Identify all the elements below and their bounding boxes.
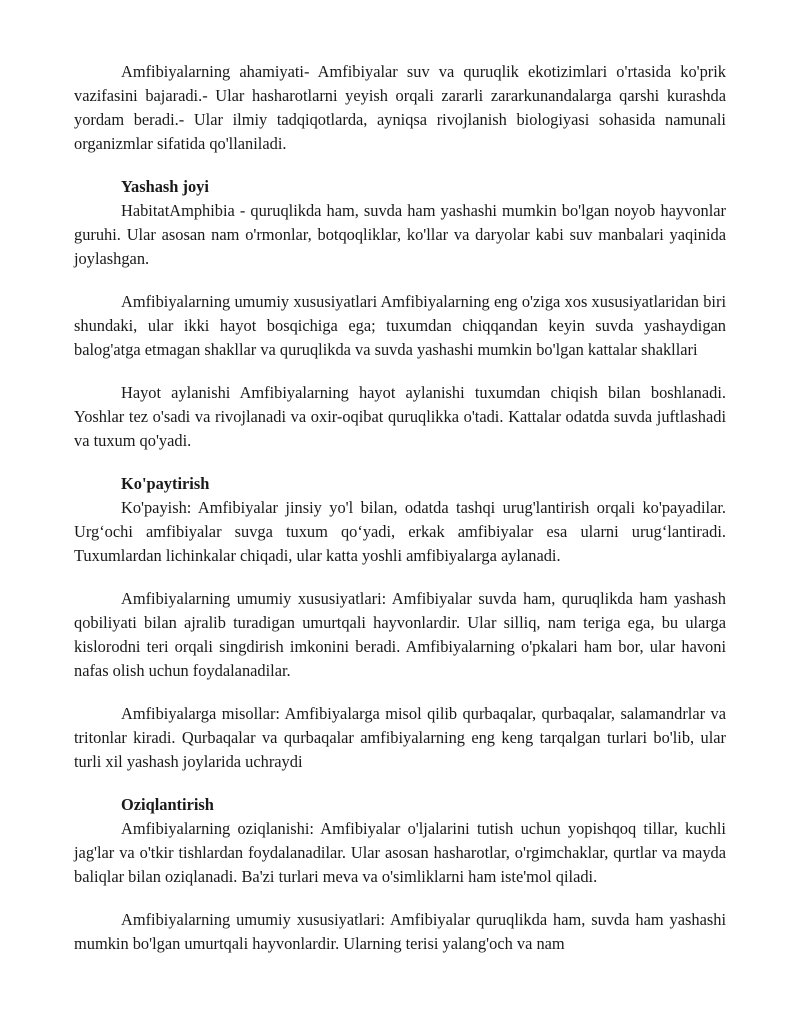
paragraph-general-features-2: Amfibiyalarning umumiy xususiyatlari: Amfibiyalar suvda ham, quruqlikda ham yashash qobiliyati bilan ajralib turadigan umurtqali hayvonlardir. Ular silliq, nam teriga ega, bu ularga kislorodni teri orqali singdirish imkonini beradi. Amfibiyalarning o'pkalari ham bor, ular havoni nafas olish uchun foydalanadilar.	[74, 589, 726, 680]
heading-nutrition: Oziqlantirish	[121, 795, 214, 814]
heading-reproduction: Ko'paytirish	[121, 474, 210, 493]
paragraph-nutrition: Amfibiyalarning oziqlanishi: Amfibiyalar o'ljalarini tutish uchun yopishqoq tillar, kuchli jag'lar va o'tkir tishlardan foydalanadilar. Ular asosan hasharotlar, o'rgimchaklar, qurtlar va mayda baliqlar bilan oziqlanadi. Ba'zi turlari meva va o'simliklarni ham iste'mol qiladi.	[74, 819, 726, 886]
paragraph-general-features-3: Amfibiyalarning umumiy xususiyatlari: Amfibiyalar quruqlikda ham, suvda ham yashashi mumkin bo'lgan umurtqali hayvonlardir. Ularning terisi yalang'och va nam	[74, 910, 726, 953]
paragraph-life-cycle: Hayot aylanishi Amfibiyalarning hayot aylanishi tuxumdan chiqish bilan boshlanadi. Yoshlar tez o'sadi va rivojlanadi va oxir-oqibat quruqlikka o'tadi. Kattalar odatda suvda juftlashadi va tuxum qo'yadi.	[74, 383, 726, 450]
paragraph-habitat: HabitatAmphibia - quruqlikda ham, suvda ham yashashi mumkin bo'lgan noyob hayvonlar guruhi. Ular asosan nam o'rmonlar, botqoqliklar, ko'llar va daryolar kabi suv manbalari yaqinida joylashgan.	[74, 201, 726, 268]
paragraph-reproduction: Ko'payish: Amfibiyalar jinsiy yo'l bilan, odatda tashqi urug'lantirish orqali ko'payadilar. Urg‘ochi amfibiyalar suvga tuxum qo‘yadi, erkak amfibiyalar esa ularni urug‘lantiradi. Tuxumlardan lichinkalar chiqadi, ular katta yoshli amfibiyalarga aylanadi.	[74, 498, 726, 565]
paragraph-importance: Amfibiyalarning ahamiyati- Amfibiyalar suv va quruqlik ekotizimlari o'rtasida ko'prik vazifasini bajaradi.- Ular hasharotlarni yeyish orqali zararli zararkunandalarga qarshi kurashda yordam beradi.- Ular ilmiy tadqiqotlarda, ayniqsa rivojlanish biologiyasi sohasida namunali organizmlar sifatida qo'llaniladi.	[74, 62, 726, 153]
paragraph-examples: Amfibiyalarga misollar: Amfibiyalarga misol qilib qurbaqalar, qurbaqalar, salamandrlar va tritonlar kiradi. Qurbaqalar va qurbaqalar amfibiyalarning eng keng tarqalgan turlari bo'lib, ular turli xil yashash joylarida uchraydi	[74, 704, 726, 771]
paragraph-general-features: Amfibiyalarning umumiy xususiyatlari Amfibiyalarning eng o'ziga xos xususiyatlaridan biri shundaki, ular ikki hayot bosqichiga ega; tuxumdan chiqqandan keyin suvda yashaydigan balog'atga etmagan shakllar va quruqlikda va suvda yashashi mumkin bo'lgan kattalar shakllari	[74, 292, 726, 359]
heading-habitat: Yashash joyi	[121, 177, 209, 196]
